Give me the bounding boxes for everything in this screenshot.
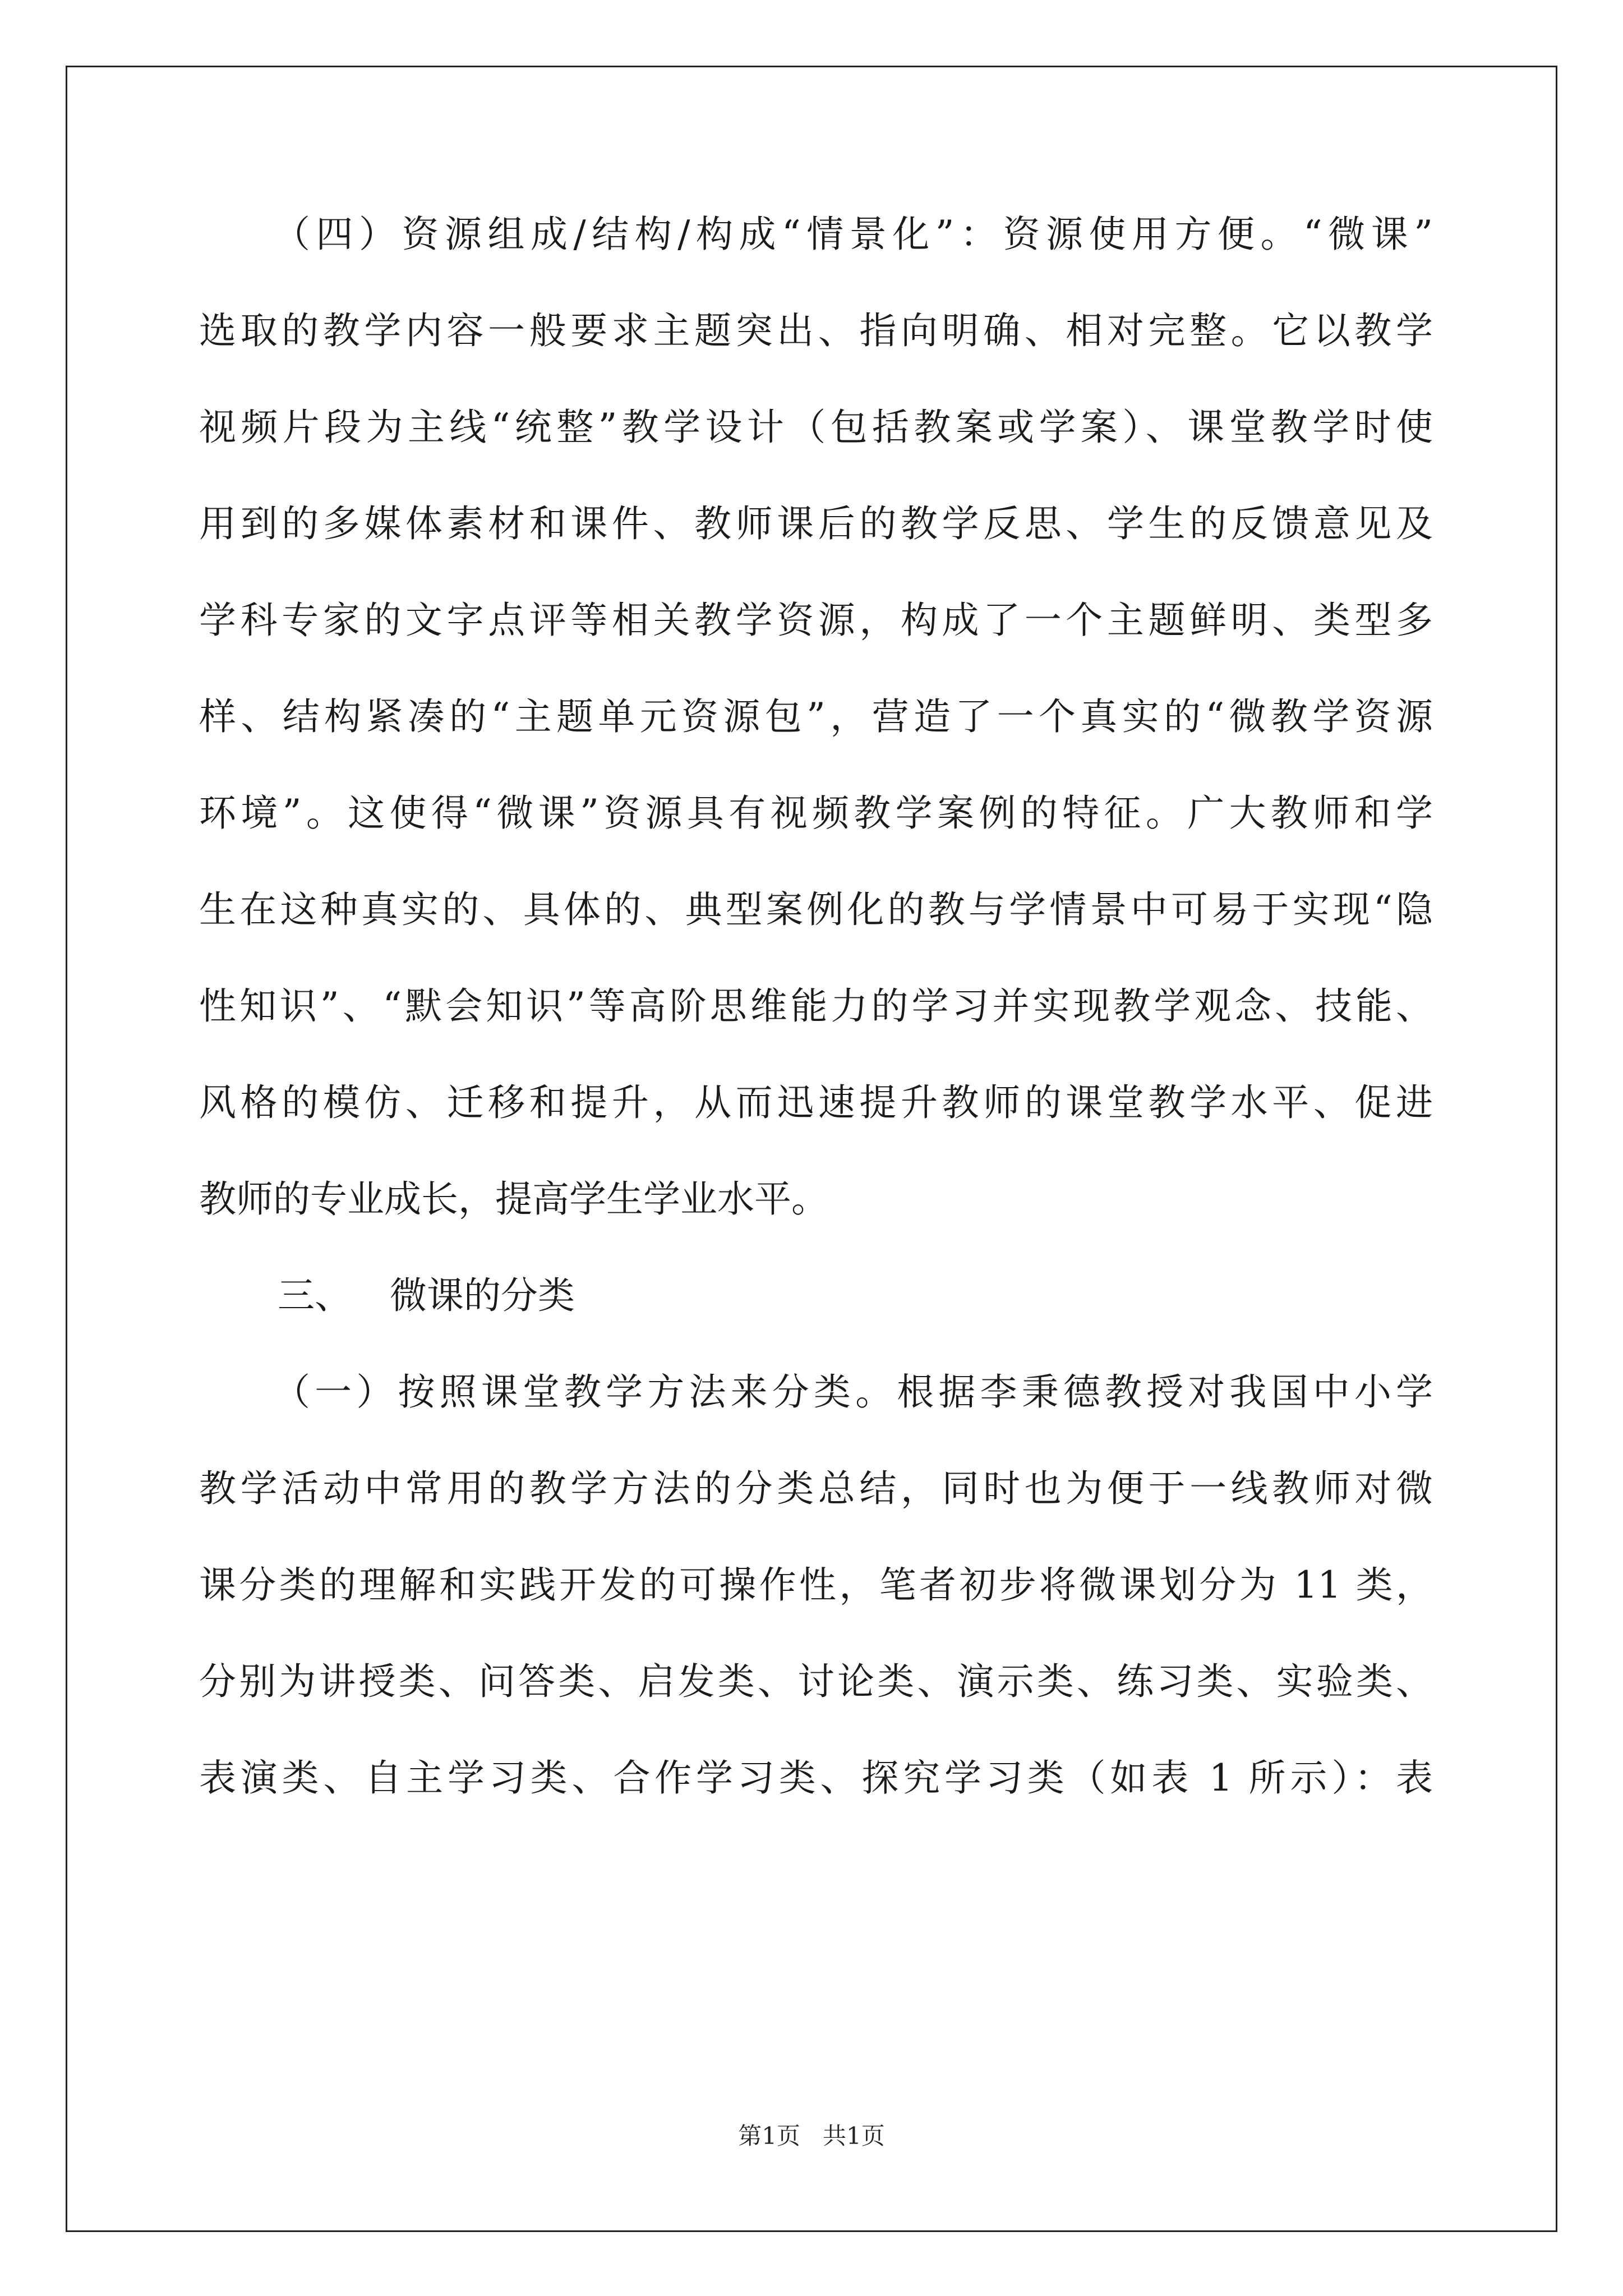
- paragraph-line: 表演类、自主学习类、合作学习类、探究学习类（如表 1 所示）：表: [199, 1756, 1433, 1800]
- section-number: 三、: [278, 1274, 352, 1317]
- paragraph-line: 教师的专业成长，提高学生学业水平。: [199, 1177, 828, 1221]
- paragraph-line: （四）资源组成/结构/构成“情景化”：资源使用方便。“微课”: [273, 213, 1433, 256]
- paragraph-line: 教学活动中常用的教学方法的分类总结，同时也为便于一线教师对微: [199, 1467, 1433, 1510]
- paragraph-line: 环境”。这使得“微课”资源具有视频教学案例的特征。广大教师和学: [199, 792, 1433, 835]
- section-title: 微课的分类: [390, 1274, 575, 1317]
- paragraph-line: 性知识”、“默会知识”等高阶思维能力的学习并实现教学观念、技能、: [199, 984, 1433, 1028]
- paragraph-line: （一）按照课堂教学方法来分类。根据李秉德教授对我国中小学: [273, 1370, 1433, 1414]
- paragraph-line: 学科专家的文字点评等相关教学资源，构成了一个主题鲜明、类型多: [199, 599, 1433, 642]
- paragraph-line: 用到的多媒体素材和课件、教师课后的教学反思、学生的反馈意见及: [199, 502, 1433, 545]
- paragraph-line: 生在这种真实的、具体的、典型案例化的教与学情景中可易于实现“隐: [199, 888, 1433, 931]
- section-heading: [199, 1274, 1433, 1317]
- paragraph-line: 分别为讲授类、问答类、启发类、讨论类、演示类、练习类、实验类、: [199, 1660, 1433, 1703]
- paragraph-line: 样、结构紧凑的“主题单元资源包”，营造了一个真实的“微教学资源: [199, 695, 1433, 738]
- paragraph-line: 选取的教学内容一般要求主题突出、指向明确、相对完整。它以教学: [199, 309, 1433, 352]
- document-body: [199, 213, 1433, 1856]
- page-total: 共1页: [823, 2122, 885, 2150]
- paragraph-line: 课分类的理解和实践开发的可操作性，笔者初步将微课划分为 11 类，: [199, 1563, 1433, 1607]
- page-number: 第1页: [738, 2122, 800, 2150]
- paragraph-line: 风格的模仿、迁移和提升，从而迅速提升教师的课堂教学水平、促进: [199, 1081, 1433, 1124]
- page-footer: [0, 2124, 1623, 2148]
- paragraph-line: 视频片段为主线“统整”教学设计（包括教案或学案）、课堂教学时使: [199, 406, 1433, 449]
